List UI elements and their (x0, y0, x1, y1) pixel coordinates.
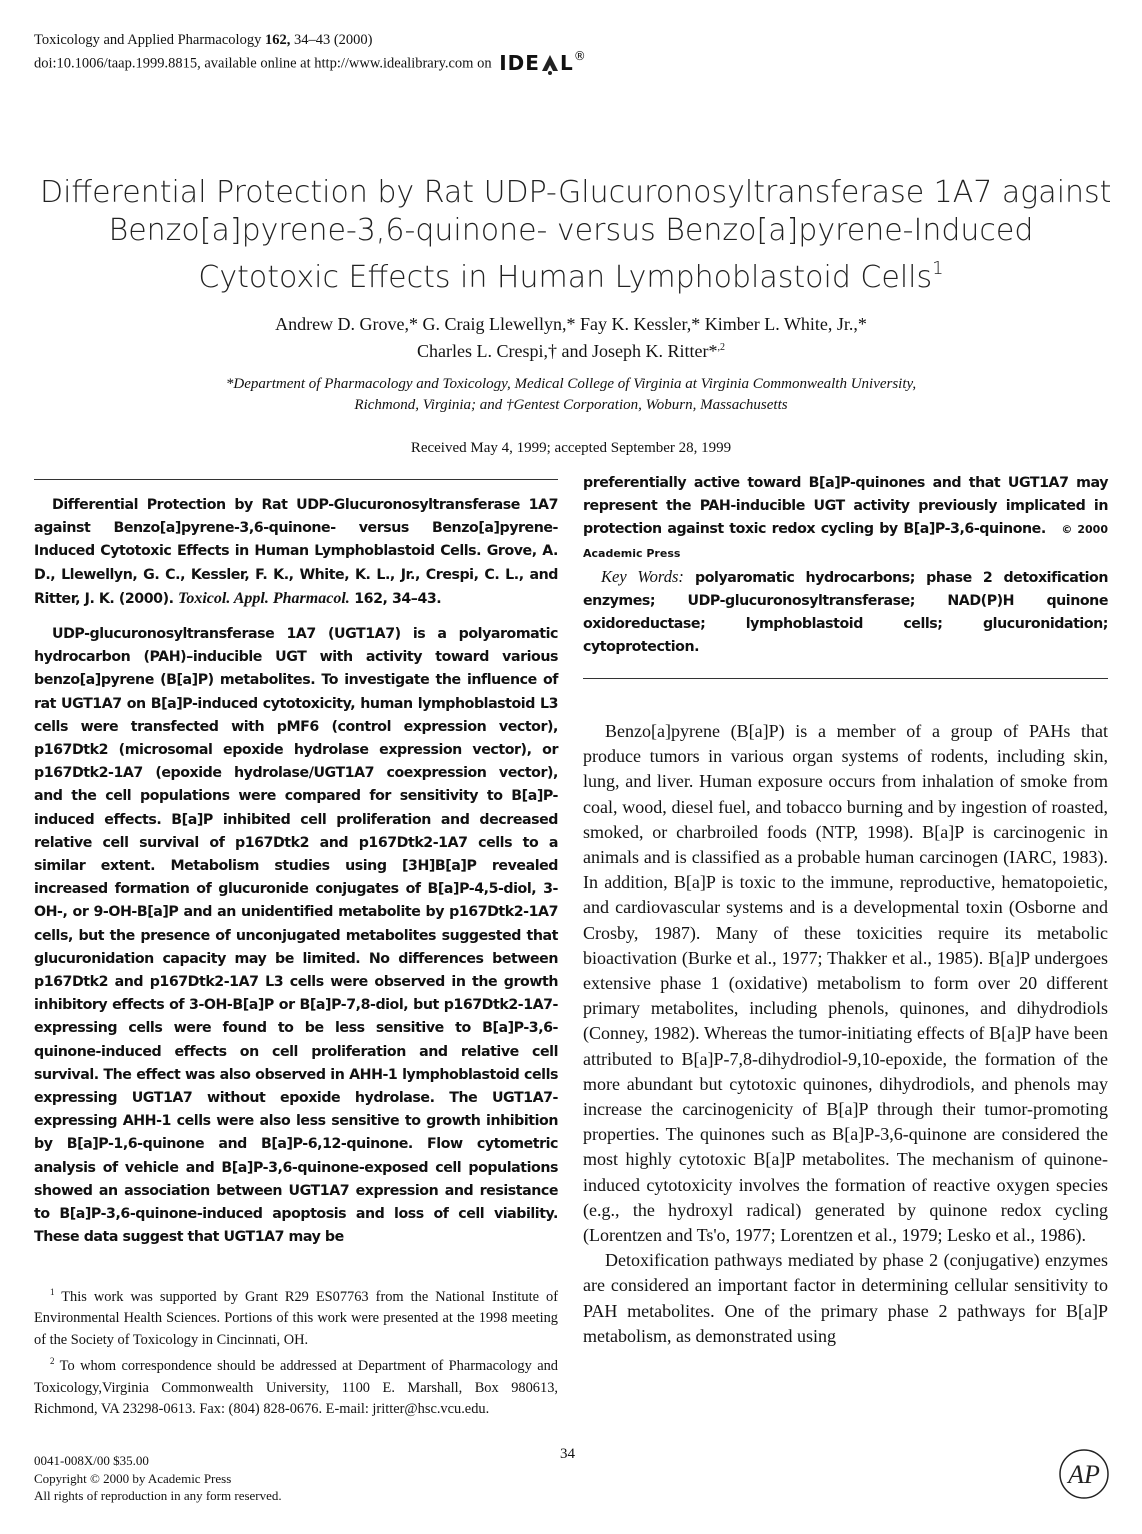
abstract-citation-journal: Toxicol. Appl. Pharmacol. (178, 589, 350, 607)
abstract-citation-volume: 162, 34–43. (354, 590, 442, 607)
publisher-logo-text: AP (1068, 1460, 1100, 1489)
abstract-body-continued: preferentially active toward B[a]P-quinones and that UGT1A7 may represent the PAH-inducible UGT activity previously implicated in protection against toxic redox cycling by B[a]P-3,6-quinone. © 2000 Academic Press (583, 475, 1108, 560)
journal-pages: 34–43 (2000) (293, 32, 373, 48)
footnote-1: $^1$ This work was supported by Grant R29 ES07763 from the National Institute of Environmental Health Sciences. Portions of this work were presented at the 1998 meeting of the Society of Toxicology in Cincinnati, OH. (34, 1287, 558, 1348)
authors-line-2: Charles L. Crespi,† and Joseph K. Ritter*$^{,2}$ (417, 341, 725, 361)
abstract-body: UDP-glucuronosyltransferase 1A7 (UGT1A7) is a polyaromatic hydrocarbon (PAH)–inducible UGT with activity toward various benzo[a]pyrene (B[a]P) metabolites. To investigate the influence of rat UGT1A7 on B[a]P-induced cytotoxicity, human lymphoblastoid L3 cells were transfected with pMF6 (control expression vector), p167Dtk2 (microsomal epoxide hydrolase expression vector), or p167Dtk2-1A7 (epoxide hydrolase/UGT1A7 coexpression vector), and the cell populations were compared for sensitivity to B[a]P-induced effects. B[a]P inhibited cell proliferation and decreased relative cell survival of p167Dtk2 and p167Dtk2-1A7 cells to a similar extent. Metabolism studies using [3H]B[a]P revealed increased formation of glucuronide conjugates of B[a]P-4,5-diol, 3-OH-, or 9-OH-B[a]P and an unidentified metabolite by p167Dtk2-1A7 cells, but the presence of unconjugated metabolites suggested that glucuronidation capacity may be limited. No differences between p167Dtk2 and p167Dtk2-1A7 L3 cells were observed in the growth inhibitory effects of 3-OH-B[a]P or B[a]P-7,8-diol, but p167Dtk2-1A7-expressing cells were found to be less sensitive to B[a]P-3,6-quinone-induced effects on cell proliferation and relative cell survival. The effect was also observed in AHH-1 lymphoblastoid cells expressing UGT1A7 without epoxide hydrolase. The UGT1A7-expressing AHH-1 cells were also less sensitive to growth inhibition by B[a]P-1,6-quinone and B[a]P-6,12-quinone. Flow cytometric analysis of vehicle and B[a]P-3,6-quinone-exposed cell populations showed an association between UGT1A7 expression and resistance to B[a]P-3,6-quinone-induced apoptosis and loss of cell viability. These data suggest that UGT1A7 may be (34, 626, 558, 1246)
title-line-1: Differential Protection by Rat UDP-Glucuronosyltransferase 1A7 against (40, 175, 1112, 210)
page-number: 34 (560, 1446, 575, 1462)
abstract-left-column (34, 494, 558, 1250)
doi-text: doi:10.1006/taap.1999.8815, available online at http://www.idealibrary.com on (34, 55, 492, 72)
received-dates: Received May 4, 1999; accepted September 28, 1999 (410, 440, 732, 456)
footnote-2: $^2$ To whom correspondence should be addressed at Department of Pharmacology and Toxicology,Virginia Commonwealth University, 1100 E. Marshall, Box 980613, Richmond, VA 23298-0613. Fax: (804) 828-0676. E-mail: jritter@hsc.vcu.edu. (34, 1356, 559, 1418)
doi-line (34, 48, 587, 75)
journal-header (34, 30, 587, 75)
affiliation-line-1: *Department of Pharmacology and Toxicology, Medical College of Virginia at Virginia Commonwealth University, (225, 376, 917, 392)
title-line-3: Cytotoxic Effects in Human Lymphoblastoid Cells$^1$ (198, 258, 944, 295)
journal-name: Toxicology and Applied Pharmacology (34, 32, 262, 48)
journal-citation-line (34, 30, 587, 51)
title-footnote-mark: 1 (932, 258, 944, 279)
abstract-citation: Differential Protection by Rat UDP-Glucuronosyltransferase 1A7 against Benzo[a]pyrene-3,6-quinone- versus Benzo[a]pyrene-Induced Cytotoxic Effects in Human Lymphoblastoid Cells. Grove, A. D., Llewellyn, G. C., Kessler, F. K., White, K. L., Jr., Crespi, C. L., and Ritter, J. K. (2000). Toxicol. Appl. Pharmacol. 162, 34–43. (34, 497, 558, 607)
author-list (40, 312, 1102, 363)
academic-press-logo-icon (1058, 1448, 1110, 1500)
author-footnote-mark: ,2 (717, 342, 725, 353)
body-text (583, 719, 1108, 1349)
footnotes (34, 1282, 558, 1421)
ideal-logo-mark-icon (540, 51, 560, 75)
paper-title (40, 174, 1112, 297)
body-paragraph-2: Detoxification pathways mediated by phase 2 (conjugative) enzymes are considered an important factor in determining cellular sensitivity to PAH metabolites. One of the primary phase 2 pathways for B[a]P metabolism, as demonstrated using (583, 1250, 1108, 1346)
affiliations (40, 374, 1102, 416)
body-paragraph-1: Benzo[a]pyrene (B[a]P) is a member of a group of PAHs that produce tumors in various organ systems of rodents, including skin, lung, and liver. Human exposure occurs from inhalation of smoke from coal, wood, diesel fuel, and tobacco burning and by ingestion of roasted, smoked, or charbroiled foods (NTP, 1998). B[a]P is carcinogenic in animals and is classified as a probable human carcinogen (IARC, 1983). In addition, B[a]P is toxic to the immune, reproductive, hematopoietic, and cardiovascular systems and is a developmental toxin (Osborne and Crosby, 1987). Many of these toxicities require its metabolic bioactivation (Burke et al., 1977; Thakker et al., 1985). B[a]P undergoes extensive phase 1 (oxidative) metabolism to form over 20 different primary metabolites, including phenols, quinones, and dihydrodiols (Conney, 1982). Whereas the tumor-initiating effects of B[a]P have been attributed to B[a]P-7,8-dihydrodiol-9,10-epoxide, the formation of the more abundant but cytotoxic quinones, dihydrodiols, and phenols may increase the carcinogenicity of B[a]P through their tumor-promoting properties. The quinones such as B[a]P-3,6-quinone are considered the most highly cytotoxic B[a]P metabolites. The mechanism of quinone-induced cytotoxicity involves the formation of reactive oxygen species (e.g., the hydroxyl radical) generated by quinone redox cycling (Lorentzen and Ts'o, 1977; Lorentzen et al., 1979; Lesko et al., 1986). (583, 721, 1108, 1246)
authors-line-1: Andrew D. Grove,* G. Craig Llewellyn,* Fay K. Kessler,* Kimber L. White, Jr.,* (275, 314, 867, 334)
keywords-list: polyaromatic hydrocarbons; phase 2 detoxification enzymes; UDP-glucuronosyltransferase; NAD(P)H quinone oxidoreductase; lymphoblastoid cells; glucuronidation; cytoprotection. (583, 569, 1109, 656)
affiliation-line-2: Richmond, Virginia; and †Gentest Corporation, Woburn, Massachusetts (354, 397, 788, 413)
abstract-copyright: © 2000 Academic Press (583, 523, 1108, 560)
footer-copyright: 0041-008X/00 $35.00 Copyright © 2000 by Academic Press All rights of reproduction in any form reserved. (34, 1453, 282, 1503)
ideal-logo: IDE L ® (499, 48, 587, 75)
abstract-bottom-rule (583, 678, 1108, 679)
journal-volume: 162, (264, 32, 291, 48)
keywords (583, 565, 1108, 660)
title-line-2: Benzo[a]pyrene-3,6-quinone- versus Benzo[a]pyrene-Induced (108, 213, 1034, 248)
abstract-top-rule (34, 479, 558, 480)
abstract-right-column (583, 472, 1108, 660)
keywords-label: Key Words: (601, 566, 684, 586)
